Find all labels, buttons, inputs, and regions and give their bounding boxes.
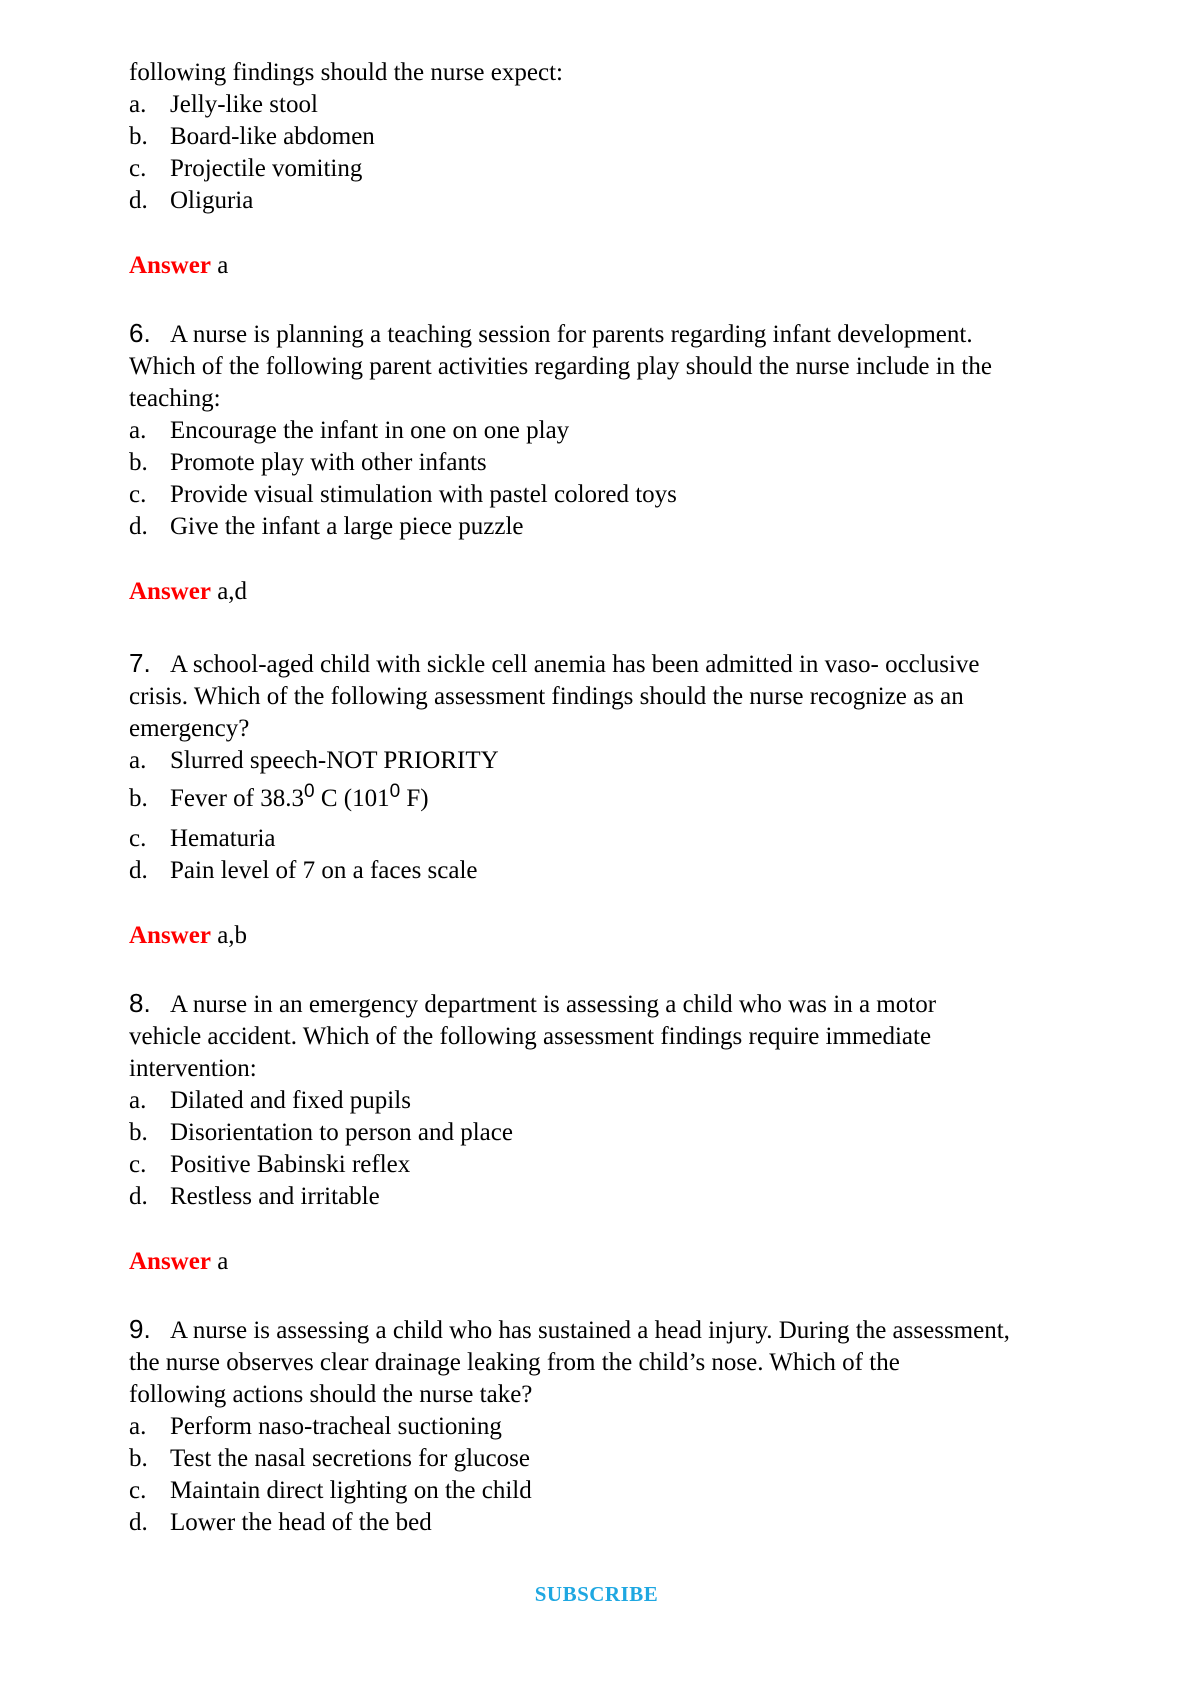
- option-c: c. Positive Babinski reflex: [129, 1149, 1119, 1181]
- option-text: Promote play with other infants: [170, 449, 487, 476]
- option-b: b. Board-like abdomen: [129, 121, 1119, 153]
- option-text: Oliguria: [170, 187, 254, 214]
- option-text: Disorientation to person and place: [170, 1119, 513, 1146]
- question-line: [129, 1313, 1119, 1347]
- question-5: [129, 57, 1119, 317]
- question-number: 6.: [129, 318, 151, 348]
- answer-line: [129, 576, 1119, 608]
- option-text: Board-like abdomen: [170, 123, 375, 150]
- question-text: A nurse is assessing a child who has sustained a head injury. During the assessment,: [170, 1317, 1010, 1344]
- answer-label: Answer: [129, 1248, 211, 1275]
- answer-line: [129, 1246, 1119, 1278]
- option-a: a. Slurred speech-NOT PRIORITY: [129, 745, 1119, 777]
- question-text: intervention:: [129, 1055, 257, 1082]
- option-b: b. Promote play with other infants: [129, 447, 1119, 479]
- option-a: a. Jelly-like stool: [129, 89, 1119, 121]
- question-6: [129, 317, 1119, 647]
- option-d: d. Oliguria: [129, 185, 1119, 217]
- option-text: Pain level of 7 on a faces scale: [170, 857, 478, 884]
- option-a: a. Encourage the infant in one on one play: [129, 415, 1119, 447]
- option-text: Restless and irritable: [170, 1183, 380, 1210]
- option-text: Provide visual stimulation with pastel colored toys: [170, 481, 677, 508]
- option-c: c. Maintain direct lighting on the child: [129, 1475, 1119, 1507]
- option-d: d. Restless and irritable: [129, 1181, 1119, 1213]
- option-b: b. Test the nasal secretions for glucose: [129, 1443, 1119, 1475]
- answer-value: a: [217, 252, 229, 279]
- question-number: 8.: [129, 988, 151, 1018]
- question-line: [129, 987, 1119, 1021]
- answer-label: Answer: [129, 578, 211, 605]
- question-text: emergency?: [129, 715, 250, 742]
- option-text: Dilated and fixed pupils: [170, 1087, 411, 1114]
- degree-superscript: 0: [304, 781, 315, 802]
- question-line: [129, 647, 1119, 681]
- option-text: Hematuria: [170, 825, 276, 852]
- answer-line: [129, 920, 1119, 952]
- question-text: A school-aged child with sickle cell anemia has been admitted in vaso- occlusive: [170, 651, 980, 678]
- question-text: A nurse in an emergency department is assessing a child who was in a motor: [170, 991, 937, 1018]
- option-d: d. Pain level of 7 on a faces scale: [129, 855, 1119, 887]
- option-text: Encourage the infant in one on one play: [170, 417, 570, 444]
- answer-value: a,d: [217, 578, 248, 605]
- option-text: Give the infant a large piece puzzle: [170, 513, 524, 540]
- subscribe-link[interactable]: SUBSCRIBE: [534, 1582, 659, 1606]
- question-text: following findings should the nurse expect:: [129, 59, 563, 86]
- option-text: Slurred speech-NOT PRIORITY: [170, 747, 499, 774]
- option-text: Fever of 38.3$^0$ C ($101^0$ F): [170, 781, 429, 812]
- question-text: teaching:: [129, 385, 221, 412]
- question-text: following actions should the nurse take?: [129, 1381, 533, 1408]
- option-b: b. Fever of 38.3$^0$ C ($101^0$ F): [129, 783, 1119, 817]
- option-text: Jelly-like stool: [170, 91, 318, 118]
- option-c: c. Projectile vomiting: [129, 153, 1119, 185]
- question-7: [129, 647, 1119, 987]
- degree-superscript: 0: [389, 781, 401, 802]
- question-text: the nurse observes clear drainage leaking from the child’s nose. Which of the: [129, 1349, 900, 1376]
- option-text: Maintain direct lighting on the child: [170, 1477, 532, 1504]
- option-c: c. Hematuria: [129, 823, 1119, 855]
- question-text: crisis. Which of the following assessment findings should the nurse recognize as an: [129, 683, 964, 710]
- answer-label: Answer: [129, 252, 211, 279]
- option-d: d. Give the infant a large piece puzzle: [129, 511, 1119, 543]
- option-text: Test the nasal secretions for glucose: [170, 1445, 530, 1472]
- question-9: [129, 1313, 1119, 1539]
- answer-value: a: [217, 1248, 229, 1275]
- option-text: Perform naso-tracheal suctioning: [170, 1413, 502, 1440]
- option-d: d. Lower the head of the bed: [129, 1507, 1119, 1539]
- question-line: [129, 317, 1119, 351]
- option-text: Positive Babinski reflex: [170, 1151, 411, 1178]
- option-text: Lower the head of the bed: [170, 1509, 432, 1536]
- question-text: A nurse is planning a teaching session for parents regarding infant development.: [170, 321, 973, 348]
- document-page: [129, 57, 1119, 1539]
- answer-label: Answer: [129, 922, 211, 949]
- option-c: c. Provide visual stimulation with pastel colored toys: [129, 479, 1119, 511]
- option-a: a. Dilated and fixed pupils: [129, 1085, 1119, 1117]
- answer-line: [129, 250, 1119, 282]
- option-b: b. Disorientation to person and place: [129, 1117, 1119, 1149]
- question-number: 7.: [129, 648, 151, 678]
- option-a: a. Perform naso-tracheal suctioning: [129, 1411, 1119, 1443]
- question-text: Which of the following parent activities regarding play should the nurse include in the: [129, 353, 992, 380]
- question-number: 9.: [129, 1314, 151, 1344]
- answer-value: a,b: [217, 922, 248, 949]
- option-text: Projectile vomiting: [170, 155, 363, 182]
- question-8: [129, 987, 1119, 1313]
- question-text: vehicle accident. Which of the following assessment findings require immediate: [129, 1023, 932, 1050]
